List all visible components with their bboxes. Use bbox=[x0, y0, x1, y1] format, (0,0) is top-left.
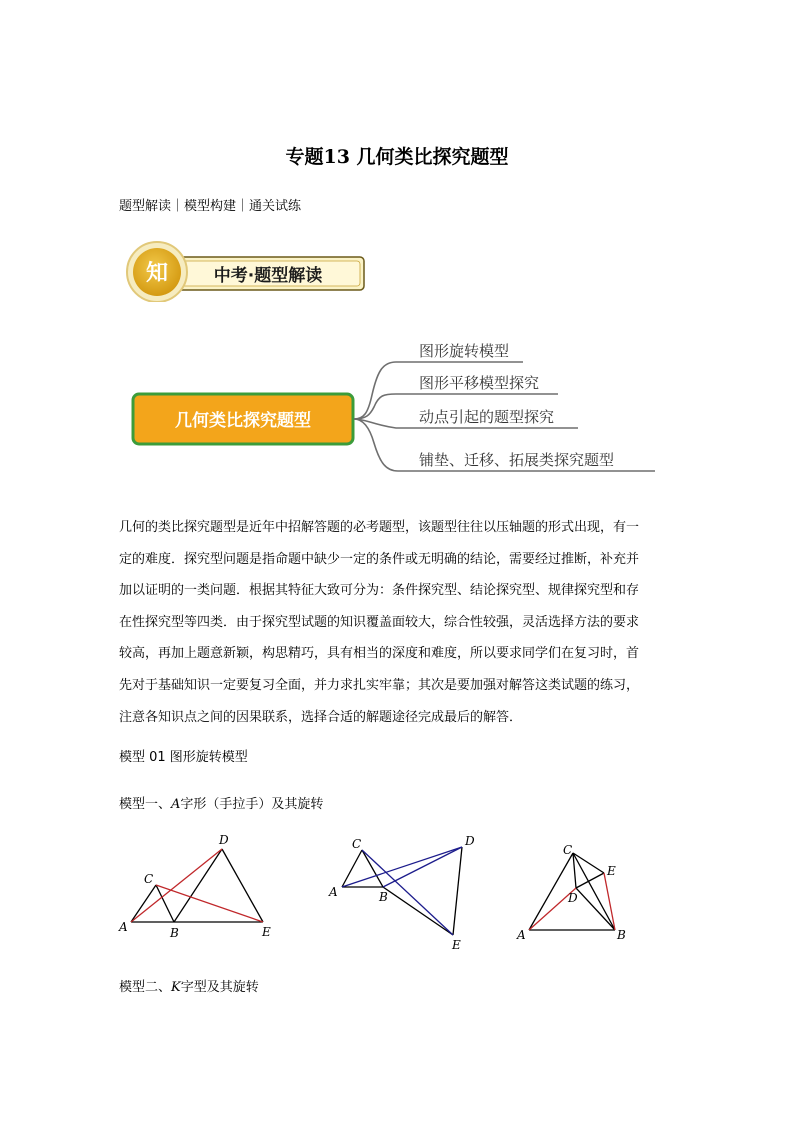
intro-line: 加以证明的一类问题．根据其特征大致可分为：条件探究型、结论探究型、规律探究型和存 bbox=[119, 583, 640, 599]
intro-line: 在性探究型等四类．由于探究型试题的知识覆盖面较大，综合性较强，灵活选择方法的要求 bbox=[119, 614, 640, 630]
model1-heading bbox=[119, 793, 323, 812]
model2-heading-suffix: 字型及其旋转 bbox=[180, 980, 259, 995]
mind-map-branch: 铺垫、迁移、拓展类探究题型 bbox=[419, 451, 615, 469]
mind-map-root-label: 几何类比探究题型 bbox=[175, 411, 311, 431]
figure-3-label-c: C bbox=[563, 843, 573, 857]
badge-banner-text: 中考·题型解读 bbox=[213, 266, 323, 286]
model2-heading-prefix: 模型二、 bbox=[119, 980, 172, 995]
figure-3-label-e: E bbox=[607, 864, 616, 878]
figure-3-label-a: A bbox=[517, 928, 526, 942]
mind-map bbox=[128, 325, 668, 485]
model01-heading: 模型 01 图形旋转模型 bbox=[119, 750, 248, 765]
figure-3-label-b: B bbox=[617, 928, 626, 942]
badge-circle-char: 知 bbox=[145, 261, 169, 286]
intro-line: 注意各知识点之间的因果联系，选择合适的解题途径完成最后的解答． bbox=[119, 709, 523, 725]
figure-1-label-b: B bbox=[170, 926, 179, 940]
intro-paragraph bbox=[119, 512, 679, 733]
badge-banner bbox=[124, 236, 369, 302]
model1-heading-italic: A bbox=[171, 797, 181, 812]
intro-line: 定的难度．探究型问题是指命题中缺少一定的条件或无明确的结论，需要经过推断，补充并 bbox=[119, 551, 640, 567]
mind-map-branch: 图形旋转模型 bbox=[419, 342, 510, 360]
figure-2-label-c: C bbox=[352, 837, 362, 851]
figure-2-label-e: E bbox=[452, 938, 461, 952]
intro-line: 较高，再加上题意新颖，构思精巧，具有相当的深度和难度，所以要求同学们在复习时，首 bbox=[119, 646, 640, 662]
model2-heading bbox=[119, 976, 259, 995]
figure-1 bbox=[115, 828, 285, 943]
section-nav: 题型解读｜模型构建｜通关试练 bbox=[119, 199, 302, 214]
mind-map-branch: 图形平移模型探究 bbox=[419, 374, 540, 392]
figure-2-label-d: D bbox=[465, 834, 475, 848]
figure-2-label-a: A bbox=[329, 885, 338, 899]
mind-map-branch: 动点引起的题型探究 bbox=[419, 408, 555, 426]
model2-heading-italic: K bbox=[171, 980, 181, 995]
figure-1-label-c: C bbox=[144, 872, 154, 886]
page-title: 专题13 几何类比探究题型 bbox=[285, 146, 509, 168]
figure-1-label-d: D bbox=[219, 833, 229, 847]
intro-line: 几何的类比探究题型是近年中招解答题的必考题型，该题型往往以压轴题的形式出现，有一 bbox=[119, 520, 640, 535]
figure-3-label-d: D bbox=[568, 891, 578, 905]
figure-2-label-b: B bbox=[379, 890, 388, 904]
model1-heading-suffix: 字形（手拉手）及其旋转 bbox=[180, 797, 324, 812]
figure-1-label-e: E bbox=[262, 925, 271, 939]
intro-line: 先对于基础知识一定要复习全面，并力求扎实牢靠；其次是要加强对解答这类试题的练习， bbox=[119, 677, 640, 693]
model1-heading-prefix: 模型一、 bbox=[119, 797, 172, 812]
figure-1-label-a: A bbox=[119, 920, 128, 934]
